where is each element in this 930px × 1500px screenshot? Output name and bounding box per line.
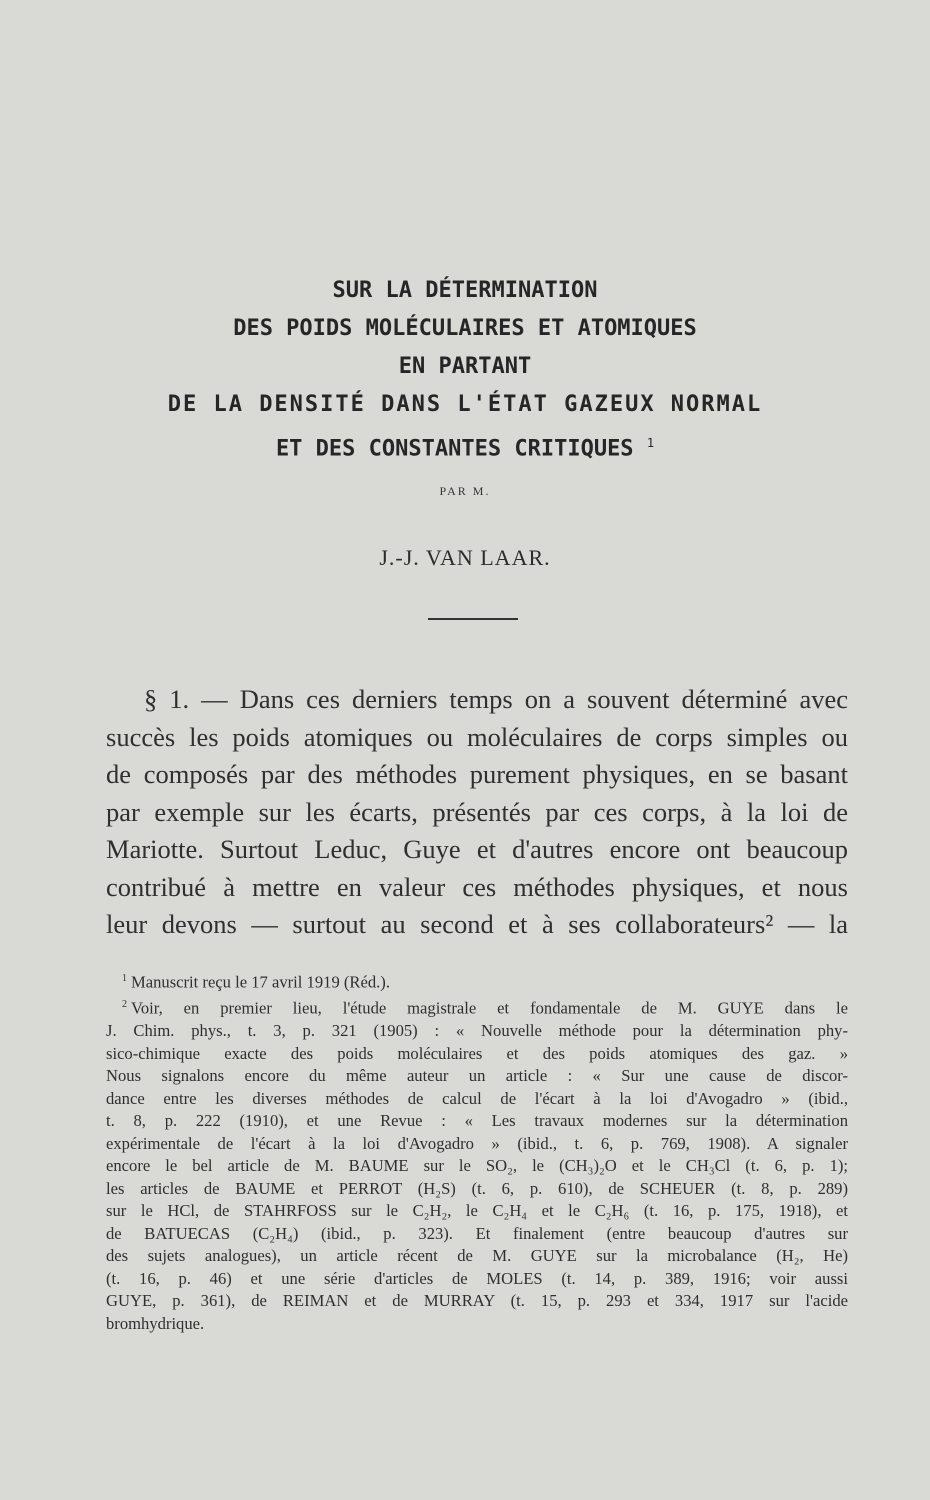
footnote-2-line: bromhydrique. xyxy=(106,1313,205,1333)
footnote-2-line: les articles de BAUME et PERROT (H₂S) (t. 6, p. 610), de SCHEUER (t. 8, p. 289) xyxy=(106,1178,848,1198)
footnote-2-line: sur le HCl, de STAHRFOSS sur le C₂H₂, le C₂H₄ et le C₂H₆ (t. 16, p. 175, 1918), et xyxy=(106,1201,848,1221)
author-name: J.-J. VAN LAAR. xyxy=(379,545,551,570)
title-line-3: EN PARTANT xyxy=(398,354,532,379)
footnote-2-line: sico-chimique exacte des poids moléculaires et des poids atomiques des gaz. » xyxy=(106,1043,848,1063)
body-line: § 1. — Dans ces derniers temps on a souvent déterminé avec xyxy=(144,684,848,714)
footnote-2-line: t. 8, p. 222 (1910), et une Revue : « Les travaux modernes sur la détermination xyxy=(106,1111,848,1131)
title-line-2: DES POIDS MOLÉCULAIRES ET ATOMIQUES xyxy=(233,316,697,341)
title-line-5: ET DES CONSTANTES CRITIQUES xyxy=(275,436,634,462)
footnote-2-line: GUYE, p. 361), de REIMAN et de MURRAY (t. 15, p. 293 et 334, 1917 sur l'acide xyxy=(106,1291,848,1311)
footnote-1-text: Manuscrit reçu le 17 avril 1919 (Réd.). xyxy=(131,972,390,992)
footnote-2-line: (t. 16, p. 46) et une série d'articles de MOLES (t. 14, p. 389, 1916; voir aussi xyxy=(106,1268,848,1288)
footnote-1 xyxy=(106,968,848,994)
title-footnote-ref: 1 xyxy=(646,436,655,450)
body-paragraph xyxy=(106,681,848,944)
footnote-1-number: 1 xyxy=(122,973,127,984)
body-line: contribué à mettre en valeur ces méthodes physiques, et nous xyxy=(106,871,848,902)
footnote-2-line: dance entre les diverses méthodes de calcul de l'écart à la loi d'Avogadro » (ibid., xyxy=(106,1088,848,1108)
separator-rule xyxy=(428,618,518,620)
article-title xyxy=(60,272,870,468)
footnote-2-line: Nous signalons encore du même auteur un article : « Sur une cause de discor- xyxy=(106,1066,848,1086)
footnote-2-line: encore le bel article de M. BAUME sur le SO₂, le (CH₃)₂O et le CH₃Cl (t. 6, p. 1); xyxy=(106,1156,848,1176)
footnote-2-text: Voir, en premier lieu, l'étude magistrale et fondamentale de M. GUYE dans le xyxy=(131,998,848,1018)
body-line: leur devons — surtout au second et à ses collaborateurs² — la xyxy=(106,909,848,939)
title-line-1: SUR LA DÉTERMINATION xyxy=(332,278,598,303)
body-line: succès les poids atomiques ou moléculaires de corps simples ou xyxy=(106,721,848,752)
footnote-2-line: J. Chim. phys., t. 3, p. 321 (1905) : « Nouvelle méthode pour la détermination phy- xyxy=(106,1021,848,1041)
byline-par: PAR M. xyxy=(439,484,491,498)
footnote-2-line: des sujets analogues), un article récent de M. GUYE sur la microbalance (H₂, He) xyxy=(106,1246,848,1266)
title-line-5-wrap xyxy=(60,424,870,468)
body-line: par exemple sur les écarts, présentés par ces corps, à la loi de xyxy=(106,796,848,827)
footnote-2-line: expérimentale de l'écart à la loi d'Avogadro » (ibid., t. 6, p. 769, 1908). A signaler xyxy=(106,1133,848,1153)
body-line: Mariotte. Surtout Leduc, Guye et d'autres encore ont beaucoup xyxy=(106,834,848,864)
footnote-2-line xyxy=(106,994,848,1020)
body-line: de composés par des méthodes purement physiques, en se basant xyxy=(106,759,848,789)
footnote-2-number: 2 xyxy=(122,999,127,1011)
footnote-2-line: de BATUECAS (C₂H₄) (ibid., p. 323). Et finalement (entre beaucoup d'autres sur xyxy=(106,1223,848,1243)
footnotes xyxy=(106,968,848,1335)
title-line-4: DE LA DENSITÉ DANS L'ÉTAT GAZEUX NORMAL xyxy=(167,392,763,417)
